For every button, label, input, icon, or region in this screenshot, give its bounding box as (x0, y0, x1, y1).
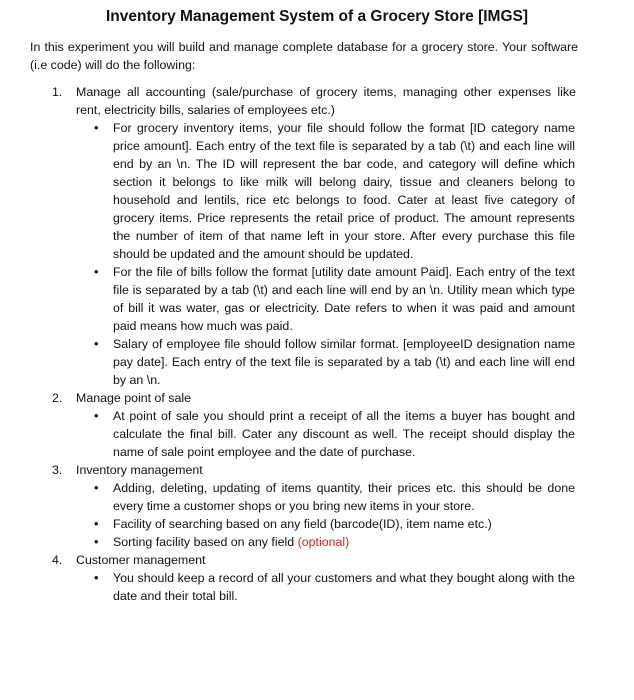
item-heading: Inventory management (76, 463, 203, 477)
bullet-icon: • (94, 480, 99, 495)
bullet-text: At point of sale you should print a receipt of all the items a buyer has bought and calculate the final bill. Cater any discount as well. The receipt should display the name of sale point employee and the date of purchase. (113, 409, 575, 459)
optional-note: (optional) (297, 535, 350, 549)
bullet-list (0, 407, 634, 461)
intro-paragraph: In this experiment you will build and manage complete database for a grocery store. Your software (i.e code) will do the following: (30, 40, 578, 72)
bullet-text: For grocery inventory items, your file should follow the format [ID category name price amount]. Each entry of the text file is separated by a tab (\t) and each line will end by an \n. The ID will represent the bar code, and category will define which section it belongs to like milk will belong dairy, tissue and cleaners belong to household and lentils, rice etc belongs to food. Cater at least five category of grocery items. Price represents the retail price of product. The amount represents the number of item of that name left in your store. After every purchase this file should be updated and the amount should be updated. (113, 121, 575, 261)
bullet-item (0, 119, 634, 263)
bullet-icon: • (94, 408, 99, 423)
bullet-text: Facility of searching based on any field (barcode(ID), item name etc.) (113, 517, 492, 531)
list-item (0, 551, 634, 605)
bullet-list (0, 569, 634, 605)
list-item (0, 83, 634, 389)
bullet-text (113, 533, 575, 551)
item-heading: Manage all accounting (sale/purchase of grocery items, managing other expenses like rent, electricity bills, salaries of employees etc.) (76, 85, 576, 117)
bullet-list (0, 119, 634, 389)
bullet-icon: • (94, 336, 99, 351)
list-item (0, 389, 634, 461)
list-item (0, 461, 634, 551)
item-number: 3. (52, 463, 63, 477)
item-number: 4. (52, 553, 63, 567)
bullet-icon: • (94, 534, 99, 549)
bullet-list (0, 479, 634, 551)
bullet-item (0, 407, 634, 461)
bullet-text: Adding, deleting, updating of items quantity, their prices etc. this should be done every time a customer shops or you bring new items in your store. (113, 481, 575, 513)
bullet-text-main: Sorting facility based on any field (113, 535, 298, 549)
item-number: 1. (52, 85, 63, 99)
bullet-icon: • (94, 570, 99, 585)
bullet-text: Salary of employee file should follow similar format. [employeeID designation name pay date]. Each entry of the text file is separated by a tab (\t) and each line will end by an \n. (113, 337, 575, 387)
bullet-text: You should keep a record of all your customers and what they bought along with the date and their total bill. (113, 571, 575, 603)
bullet-item (0, 515, 634, 533)
bullet-item (0, 569, 634, 605)
bullet-icon: • (94, 264, 99, 279)
item-number: 2. (52, 391, 63, 405)
bullet-icon: • (94, 516, 99, 531)
bullet-item (0, 479, 634, 515)
item-heading: Customer management (76, 553, 206, 567)
bullet-item (0, 533, 634, 551)
bullet-item (0, 335, 634, 389)
requirements-list (0, 83, 634, 605)
bullet-text: For the file of bills follow the format [utility date amount Paid]. Each entry of the text file is separated by a tab (\t) and each line will end by an \n. Utility mean which type of bill it was water, gas or electricity. Date refers to when it was paid and amount paid means how much was paid. (113, 265, 575, 333)
item-heading: Manage point of sale (76, 391, 192, 405)
bullet-icon: • (94, 120, 99, 135)
document-title: Inventory Management System of a Grocery Store [IMGS] (105, 8, 529, 25)
bullet-item (0, 263, 634, 335)
